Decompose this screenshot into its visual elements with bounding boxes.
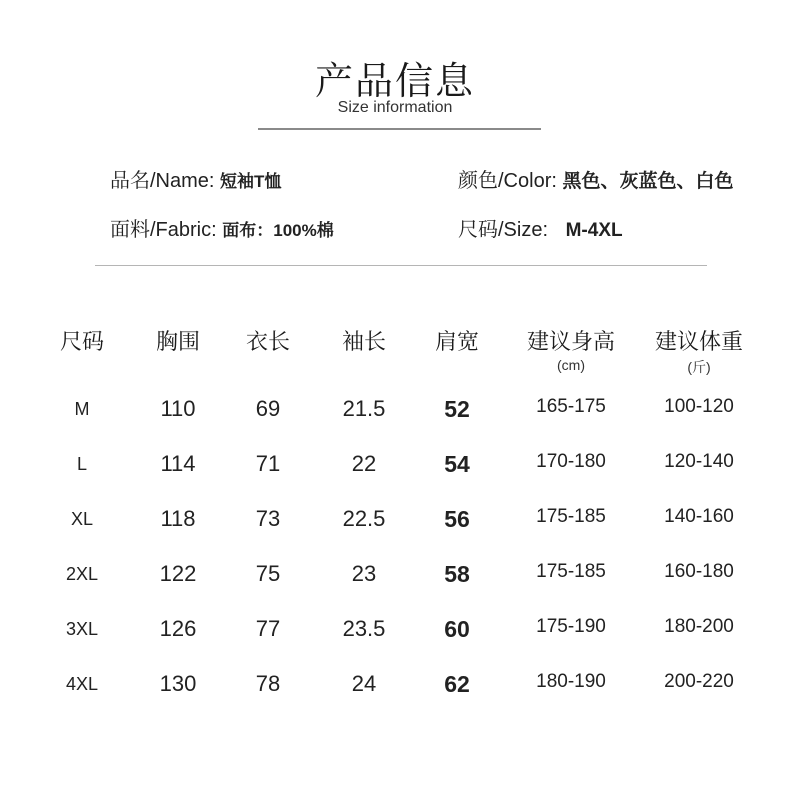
cell-size: 2XL [65,564,99,584]
cell-shoulder: 52 [444,396,470,422]
cell-shoulder: 54 [444,451,470,477]
cell-shoulder: 60 [444,616,470,642]
info-color [458,164,733,193]
cell-size: 4XL [65,674,99,694]
cell-shoulder: 58 [444,561,470,587]
cell-height: 165-175 [536,396,606,417]
cell-weight: 100-120 [664,396,734,417]
cell-sleeve: 22.5 [342,506,386,531]
cell-weight: 120-140 [664,451,734,472]
cell-length: 71 [255,451,281,476]
cell-length: 75 [255,561,281,586]
cell-chest: 126 [159,616,197,641]
page-title: 产品信息 [314,61,475,103]
cell-height: 175-185 [536,506,606,527]
info-fabric-label: 面料/Fabric: [110,219,217,241]
cell-chest: 122 [159,561,197,586]
cell-weight: 140-160 [664,506,734,527]
cell-height: 175-185 [536,561,606,582]
cell-shoulder: 56 [444,506,470,532]
info-name [110,164,281,193]
cell-size: M [74,399,90,419]
header-size: 尺码 [59,329,104,354]
cell-size: 3XL [65,619,99,639]
section-divider [95,265,707,266]
header-chest: 胸围 [155,329,200,354]
cell-weight: 160-180 [664,561,734,582]
info-color-value: 黑色、灰蓝色、白色 [562,171,734,192]
cell-length: 73 [255,506,281,531]
info-size-label: 尺码/Size: [458,219,549,241]
cell-length: 78 [255,671,281,696]
title-divider [258,128,541,130]
cell-weight: 200-220 [664,671,734,692]
cell-chest: 110 [160,396,196,421]
cell-chest: 114 [160,451,196,476]
header-length: 衣长 [245,329,290,354]
cell-weight: 180-200 [664,616,734,637]
cell-sleeve: 21.5 [342,396,386,421]
cell-sleeve: 24 [351,671,377,696]
height-unit: (cm) [557,357,585,373]
cell-sleeve: 22 [351,451,377,476]
info-size-value: M-4XL [565,220,623,241]
cell-size: XL [70,509,94,529]
info-name-label: 品名/Name: [110,170,215,192]
header-sleeve: 袖长 [341,329,386,354]
info-name-value: 短袖T恤 [220,172,282,191]
info-size [458,213,623,242]
cell-height: 175-190 [536,616,606,637]
info-color-label: 颜色/Color: [458,170,557,192]
header-shoulder: 肩宽 [434,329,479,354]
cell-length: 77 [255,616,281,641]
cell-chest: 130 [159,671,197,696]
cell-size: L [76,454,87,474]
header-height: 建议身高 [526,329,615,354]
cell-height: 180-190 [536,671,606,692]
cell-shoulder: 62 [444,671,470,697]
cell-length: 69 [255,396,281,421]
cell-height: 170-180 [536,451,606,472]
info-fabric [110,213,334,242]
cell-sleeve: 23 [351,561,377,586]
header-weight: 建议体重 [654,329,743,354]
page-subtitle: Size information [337,99,453,116]
cell-chest: 118 [160,506,196,531]
weight-unit: (斤) [687,359,711,375]
info-fabric-value: 面布：100%棉 [222,221,334,240]
cell-sleeve: 23.5 [342,616,386,641]
